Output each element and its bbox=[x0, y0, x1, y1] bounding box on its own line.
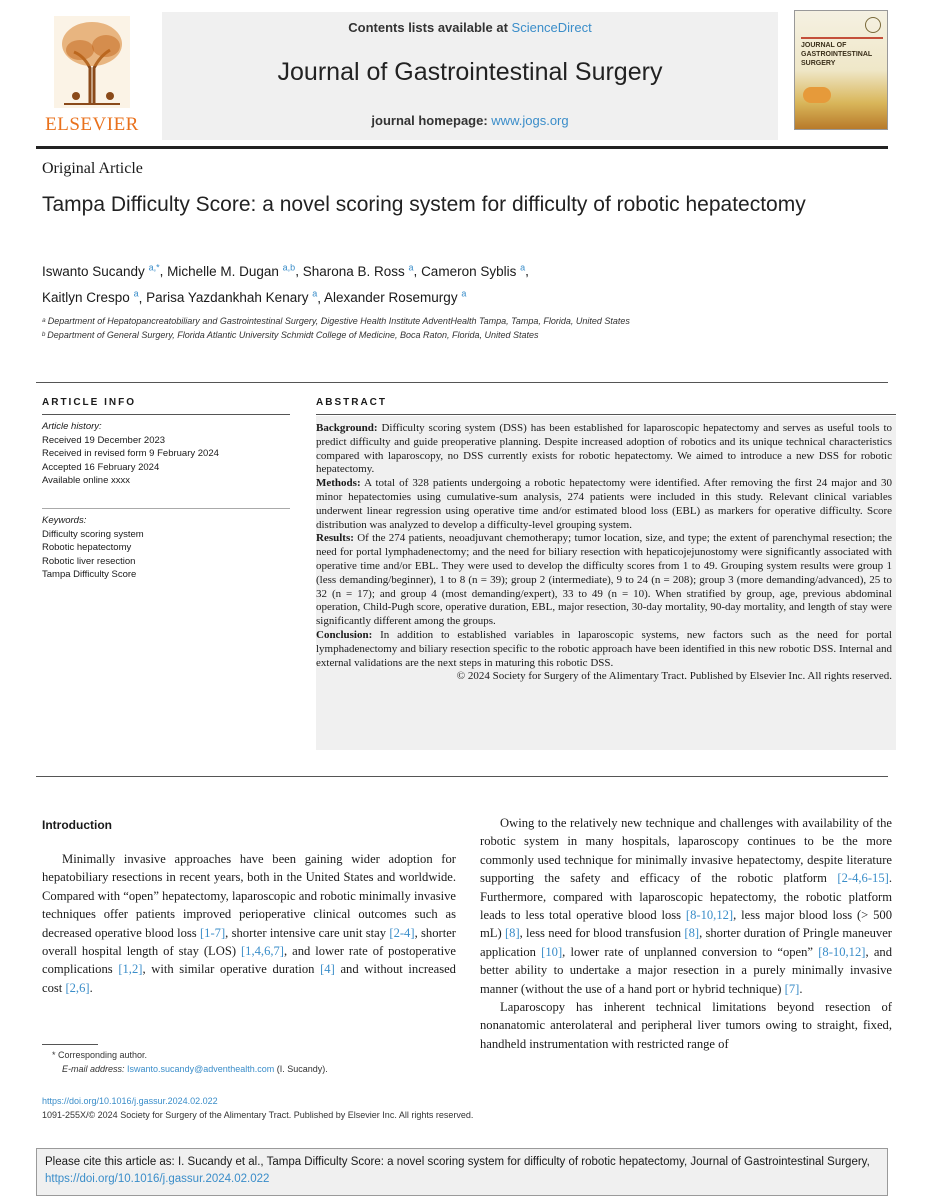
author[interactable]: Kaitlyn Crespo $^a$ bbox=[42, 288, 139, 305]
contents-prefix: Contents lists available at bbox=[348, 20, 512, 35]
reference-link[interactable]: [8] bbox=[504, 926, 520, 941]
contents-line bbox=[162, 20, 778, 35]
author[interactable]: Sharona B. Ross $^a$ bbox=[302, 262, 414, 279]
reference-link[interactable]: [8] bbox=[684, 926, 700, 941]
abstract-conclusion-paragraph: Conclusion: In addition to established variables in laparoscopic systems, new factors such as the need for portal lymphadenectomy and biliary resection specific to the robotic approach have been identified in this new robotic DSS. Internal and external validations are the next steps in maturing this robotic DSS. bbox=[316, 628, 892, 669]
reference-link[interactable]: [1,2] bbox=[118, 962, 143, 977]
reference-link[interactable]: [7] bbox=[784, 981, 800, 996]
email-link[interactable]: Iswanto.sucandy@adventhealth.com bbox=[127, 1064, 275, 1074]
history-item: Received 19 December 2023 bbox=[42, 434, 166, 446]
article-info-rule bbox=[42, 414, 290, 415]
keywords-label: Keywords: bbox=[42, 515, 87, 526]
intro-paragraph-1: Minimally invasive approaches have been gaining wider adoption for hepatobiliary resections in recent years, both in the United States and worldwide. Compared with “open” hepatectomy, laparoscopic and robotic minimally invasive techniques offer patients improved perioperative clinical outcomes such as decreased operative blood loss [1-7], shorter intensive care unit stay [2-4], shorter overall hospital length of stay (LOS) [1,4,6,7], and lower rate of postoperative complications [1,2], with similar operative duration [4] and without increased cost [2,6]. bbox=[42, 852, 456, 995]
homepage-link[interactable]: www.jogs.org bbox=[491, 113, 569, 128]
author-list: Iswanto Sucandy $^{a,*}$, Michelle M. Dugan $^{a,b}$, Sharona B. Ross $^a$, Cameron Syblis $^a$, Kaitlyn Crespo $^a$, Parisa Yazdankhah Kenary $^a$, Alexander Rosemurgy $^a$ bbox=[42, 262, 529, 305]
abstract-heading: ABSTRACT bbox=[316, 397, 387, 408]
article-info-heading: ARTICLE INFO bbox=[42, 397, 136, 408]
keyword-item[interactable]: Difficulty scoring system bbox=[42, 528, 144, 540]
homepage-prefix: journal homepage: bbox=[371, 113, 492, 128]
cover-rule bbox=[801, 37, 883, 39]
history-item: Available online xxxx bbox=[42, 475, 131, 486]
keyword-item[interactable]: Tampa Difficulty Score bbox=[42, 569, 137, 580]
citation-box bbox=[36, 1148, 888, 1196]
corresponding-author-note: * Corresponding author. bbox=[52, 1050, 148, 1060]
section-rule bbox=[36, 382, 888, 383]
article-history bbox=[42, 420, 282, 488]
affiliation-b: ᵇ Department of General Surgery, Florida Atlantic University Schmidt College of Medicine, Boca Raton, Florida, United States bbox=[42, 330, 539, 340]
author[interactable]: Michelle M. Dugan $^{a,b}$ bbox=[167, 262, 296, 279]
keywords-rule bbox=[42, 508, 290, 509]
author[interactable]: Parisa Yazdankhah Kenary $^a$ bbox=[146, 288, 318, 305]
reference-link[interactable]: [2,6] bbox=[65, 980, 90, 995]
elsevier-tree-icon bbox=[54, 16, 130, 108]
doi-link[interactable]: https://doi.org/10.1016/j.gassur.2024.02.022 bbox=[42, 1096, 218, 1106]
elsevier-logo bbox=[36, 10, 148, 138]
cover-seal-icon bbox=[865, 17, 881, 33]
email-note: E-mail address: Iswanto.sucandy@adventhealth.com (I. Sucandy). bbox=[62, 1064, 328, 1074]
affiliation-a: ᵃ Department of Hepatopancreatobiliary and Gastrointestinal Surgery, Digestive Health Institute AdventHealth Tampa, Tampa, Florida, United States bbox=[42, 316, 630, 326]
keyword-item[interactable]: Robotic liver resection bbox=[42, 555, 136, 567]
journal-title: Journal of Gastrointestinal Surgery bbox=[277, 58, 663, 86]
intro-paragraph-2: Owing to the relatively new technique and challenges with availability of the robotic system in many hospitals, laparoscopy continues to be the more commonly used technique for minimally invasive hepatectomy, despite literature supporting the safety and efficacy of the robotic platform [2-4,6-15]. Furthermore, compared with laparoscopic hepatectomy, the robotic platform leads to less total operative blood loss [8-10,12], less major blood loss (> 500 mL) [8], less need for blood transfusion [8], shorter duration of Pringle maneuver application [10], lower rate of unplanned conversion to “open” [8-10,12], and better ability to undertake a major resection in a purely minimally invasive manner (without the use of a hand port or hybrid technique) [7]. bbox=[480, 816, 892, 996]
reference-link[interactable]: [1-7] bbox=[199, 925, 226, 940]
abstract-rule bbox=[316, 414, 896, 415]
history-item: Received in revised form 9 February 2024 bbox=[42, 448, 219, 459]
right-column bbox=[480, 814, 892, 1053]
introduction-heading: Introduction bbox=[42, 818, 112, 832]
cover-capsule-icon bbox=[803, 87, 831, 103]
author[interactable]: Alexander Rosemurgy $^a$ bbox=[324, 288, 467, 305]
abstract-methods-paragraph: Methods: A total of 328 patients undergoing a robotic hepatectomy were identified. After removing the first 24 major and 30 minor hepatectomies using cumulative-sum analysis, 274 patients were included in this study. Relevant clinical variables underwent linear regression using operative time and/or estimated blood loss (EBL) as markers for operative difficulty. Score distribution was analyzed to develop a difficulty-level grouping system. bbox=[316, 477, 892, 531]
doi-line bbox=[42, 1096, 218, 1106]
citation-doi-link[interactable]: https://doi.org/10.1016/j.gassur.2024.02.022 bbox=[45, 1173, 270, 1185]
cover-title: JOURNAL OF GASTROINTESTINAL SURGERY bbox=[801, 42, 873, 67]
history-item: Accepted 16 February 2024 bbox=[42, 461, 160, 473]
footnote-rule bbox=[42, 1044, 98, 1045]
abstract-bottom-rule bbox=[36, 776, 888, 777]
intro-paragraph-3: Laparoscopy has inherent technical limitations beyond resection of nonanatomic anterolateral and peripheral liver tumors owing to straight, fixed, handheld instrumentation with restricted range of bbox=[480, 1000, 892, 1051]
sciencedirect-link[interactable]: ScienceDirect bbox=[511, 20, 592, 35]
reference-link[interactable]: [2-4,6-15] bbox=[837, 871, 889, 886]
homepage-line bbox=[162, 113, 778, 128]
reference-link[interactable]: [8-10,12] bbox=[685, 908, 734, 923]
keyword-item[interactable]: Robotic hepatectomy bbox=[42, 542, 132, 553]
abstract-copyright: © 2024 Society for Surgery of the Alimentary Tract. Published by Elsevier Inc. All rights reserved. bbox=[456, 670, 892, 683]
author[interactable]: Cameron Syblis $^a$ bbox=[421, 262, 526, 279]
abstract-body bbox=[316, 422, 892, 684]
reference-link[interactable]: [4] bbox=[320, 962, 335, 977]
history-label: Article history: bbox=[42, 421, 102, 432]
reference-link[interactable]: [8-10,12] bbox=[818, 944, 866, 959]
article-type: Original Article bbox=[42, 160, 143, 177]
citation-text: Please cite this article as: I. Sucandy et al., Tampa Difficulty Score: a novel scoring system for difficulty of robotic hepatectomy, Journal of Gastrointestinal Surgery, bbox=[45, 1156, 870, 1168]
author[interactable]: Iswanto Sucandy $^{a,*}$ bbox=[42, 262, 160, 279]
article-title: Tampa Difficulty Score: a novel scoring system for difficulty of robotic hepatectomy bbox=[42, 193, 806, 216]
keywords bbox=[42, 514, 282, 582]
left-column bbox=[42, 850, 456, 997]
reference-link[interactable]: [10] bbox=[541, 944, 563, 959]
header-rule bbox=[36, 146, 888, 149]
issn-line: 1091-255X/© 2024 Society for Surgery of the Alimentary Tract. Published by Elsevier Inc. All rights reserved. bbox=[42, 1110, 474, 1120]
abstract-background-paragraph: Background: Difficulty scoring system (DSS) has been established for laparoscopic hepatectomy and serves as useful tools to predict difficulty and guide preoperative planning. Despite increased adoption of robotics and its unique technical characteristics compared with laparoscopy, no DSS currently exists for robotic hepatectomy. We aimed to introduce a new DSS for robotic hepatectomy. bbox=[316, 422, 893, 476]
reference-link[interactable]: [1,4,6,7] bbox=[240, 944, 285, 959]
reference-link[interactable]: [2-4] bbox=[389, 925, 415, 940]
abstract-results-paragraph: Results: Of the 274 patients, neoadjuvant chemotherapy; tumor location, size, and type; the extent of parenchymal resection; the need for portal lymphadenectomy; and the need for biliary resection with hepaticojejunostomy were significantly associated with operative time and/or EBL. They were used to develop the difficulty scores from 1 to 49. Grouping system results were group 1 (less demanding/beginner), 1 to 8 (n = 39); group 2 (intermediate), 9 to 24 (n = 208); group 3 (more demanding/advanced), 25 to 32 (n = 17); and group 4 (most demanding/expert), 33 to 49 (n = 10). When stratified by group, age, previous abdominal operation, Child-Pugh score, operative duration, EBL, major resection, 30-day mortality, 90-day mortality, and length of stay were significantly different among the groups. bbox=[316, 532, 892, 628]
publisher-name: ELSEVIER bbox=[45, 114, 139, 135]
journal-cover-image bbox=[794, 10, 888, 130]
